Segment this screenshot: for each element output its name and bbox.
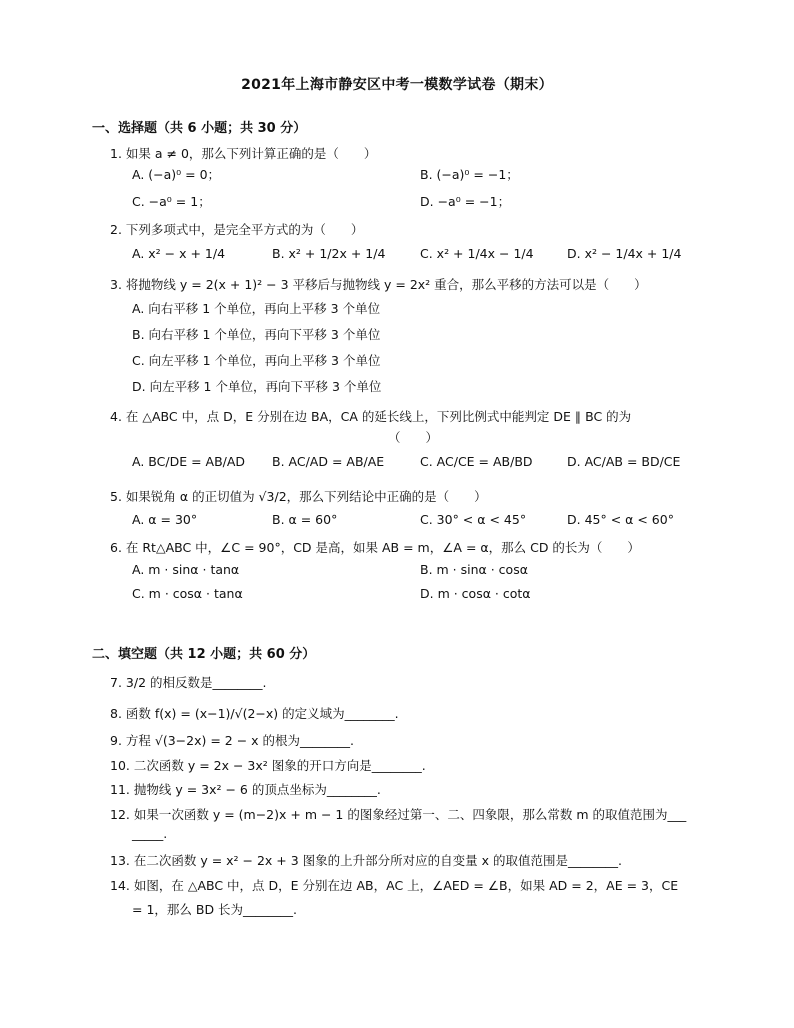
question-1-option-d: D. −a⁰ = −1； <box>420 194 511 209</box>
question-5-stem: 5. 如果锐角 α 的正切值为 √3/2，那么下列结论中正确的是（ ） <box>110 489 487 504</box>
question-14: 14. 如图，在 △ABC 中，点 D，E 分别在边 AB，AC 上，∠AED = ∠B，如果 AD = 2，AE = 3，CE <box>110 878 679 893</box>
question-6-option-c: C. m · cosα · tanα <box>132 586 243 601</box>
question-9: 9. 方程 √(3−2x) = 2 − x 的根为________. <box>110 733 355 748</box>
question-5-option-d: D. 45° < α < 60° <box>567 512 674 527</box>
question-1-option-c: C. −a⁰ = 1； <box>132 194 211 209</box>
question-4-option-b: B. AC/AD = AB/AE <box>272 454 385 469</box>
question-8: 8. 函数 f(x) = (x−1)/√(2−x) 的定义域为________. <box>110 706 399 721</box>
question-7: 7. 3/2 的相反数是________. <box>110 675 267 690</box>
question-4-stem: 4. 在 △ABC 中，点 D，E 分别在边 BA，CA 的延长线上，下列比例式中能判定 DE ∥ BC 的为 <box>110 409 632 424</box>
section-heading-fill: 二、填空题（共 12 小题；共 60 分） <box>92 647 316 662</box>
question-5-option-a: A. α = 30° <box>132 512 198 527</box>
question-12: 12. 如果一次函数 y = (m−2)x + m − 1 的图象经过第一、二、四象限，那么常数 m 的取值范围为___ <box>110 807 687 822</box>
page-title: 2021年上海市静安区中考一模数学试卷（期末） <box>241 77 553 93</box>
question-1-option-b: B. (−a)⁰ = −1； <box>420 167 519 182</box>
question-6-stem: 6. 在 Rt△ABC 中，∠C = 90°，CD 是高，如果 AB = m，∠A = α，那么 CD 的长为（ ） <box>110 540 640 555</box>
section-heading-choice: 一、选择题（共 6 小题；共 30 分） <box>92 121 307 136</box>
question-2-option-c: C. x² + 1/4x − 1/4 <box>420 246 534 261</box>
question-5-option-b: B. α = 60° <box>272 512 338 527</box>
question-2-option-d: D. x² − 1/4x + 1/4 <box>567 246 682 261</box>
question-4-paren: （ ） <box>388 430 439 445</box>
question-4-option-a: A. BC/DE = AB/AD <box>132 454 246 469</box>
question-14-continued: = 1，那么 BD 长为________. <box>132 902 298 917</box>
question-2-stem: 2. 下列多项式中，是完全平方式的为（ ） <box>110 222 364 237</box>
question-3-option-d: D. 向左平移 1 个单位，再向下平移 3 个单位 <box>132 379 382 394</box>
question-11: 11. 抛物线 y = 3x² − 6 的顶点坐标为________. <box>110 782 381 797</box>
question-6-option-a: A. m · sinα · tanα <box>132 562 240 577</box>
question-1-option-a: A. (−a)⁰ = 0； <box>132 167 221 182</box>
question-2-option-b: B. x² + 1/2x + 1/4 <box>272 246 386 261</box>
question-10: 10. 二次函数 y = 2x − 3x² 图象的开口方向是________. <box>110 758 426 773</box>
question-12-continued: _____. <box>132 826 168 841</box>
question-3-option-b: B. 向右平移 1 个单位，再向下平移 3 个单位 <box>132 327 381 342</box>
question-6-option-d: D. m · cosα · cotα <box>420 586 531 601</box>
question-5-option-c: C. 30° < α < 45° <box>420 512 527 527</box>
question-1-stem: 1. 如果 a ≠ 0，那么下列计算正确的是（ ） <box>110 146 377 161</box>
question-6-option-b: B. m · sinα · cosα <box>420 562 528 577</box>
question-3-stem: 3. 将抛物线 y = 2(x + 1)² − 3 平移后与抛物线 y = 2x² 重合，那么平移的方法可以是（ ） <box>110 277 647 292</box>
question-3-option-a: A. 向右平移 1 个单位，再向上平移 3 个单位 <box>132 301 381 316</box>
question-4-option-d: D. AC/AB = BD/CE <box>567 454 681 469</box>
question-2-option-a: A. x² − x + 1/4 <box>132 246 226 261</box>
question-13: 13. 在二次函数 y = x² − 2x + 3 图象的上升部分所对应的自变量 x 的取值范围是________. <box>110 853 622 868</box>
question-3-option-c: C. 向左平移 1 个单位，再向上平移 3 个单位 <box>132 353 381 368</box>
question-4-option-c: C. AC/CE = AB/BD <box>420 454 533 469</box>
